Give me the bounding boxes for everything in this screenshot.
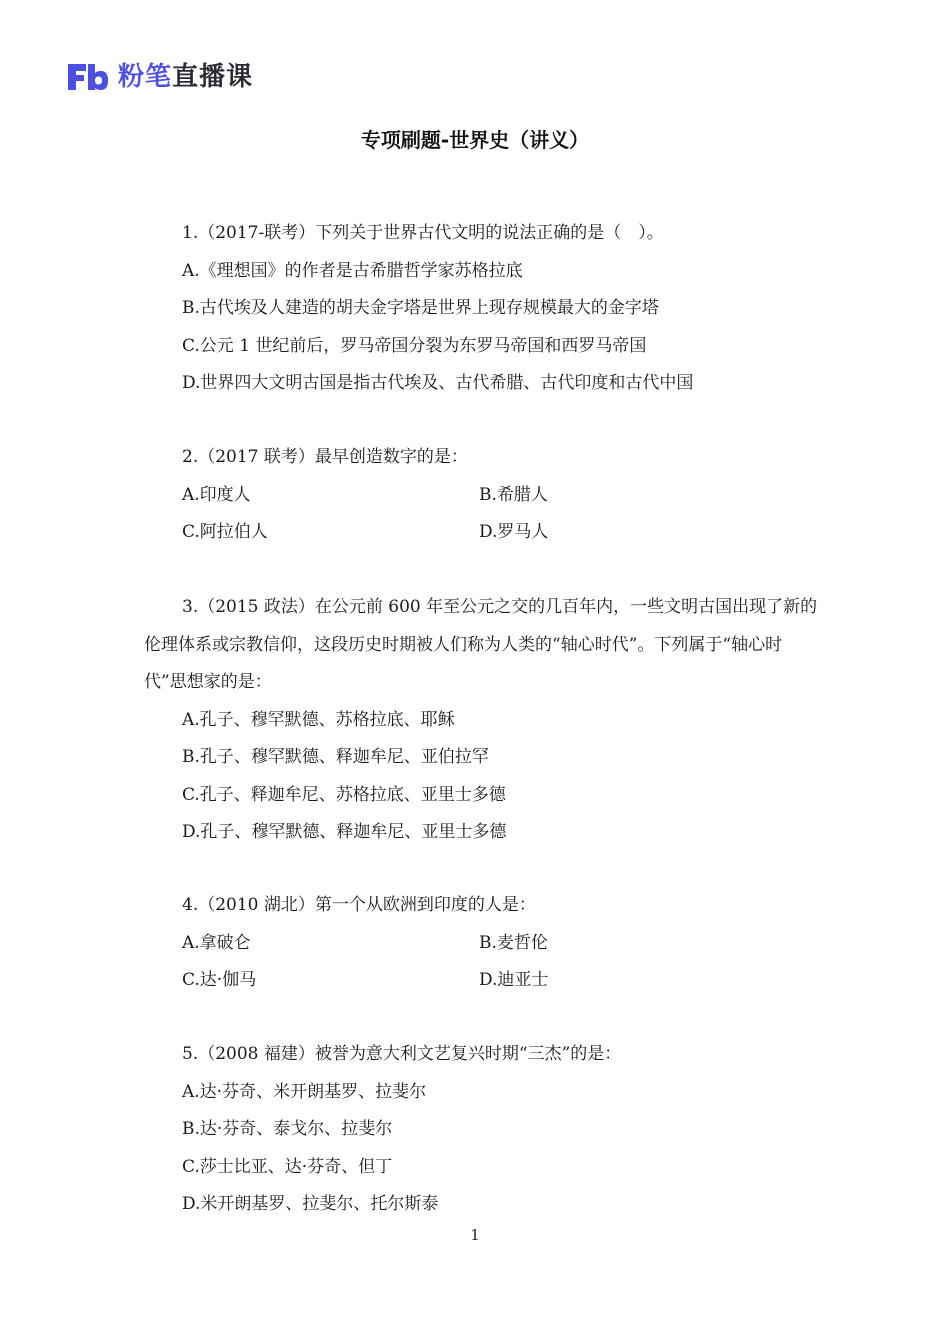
option-b: B.希腊人 [479,484,548,505]
option-b: B.古代埃及人建造的胡夫金字塔是世界上现存规模最大的金字塔 [182,298,659,318]
question-1 [144,215,824,403]
question-4 [144,887,824,1000]
option-b: B.孔子、穆罕默德、释迦牟尼、亚伯拉罕 [182,747,489,767]
logo-text [118,60,253,94]
logo-rest-text: 直播课 [172,62,254,92]
option-a: A.《理想国》的作者是古希腊哲学家苏格拉底 [182,260,523,281]
option-a: A.达·芬奇、米开朗基罗、拉斐尔 [182,1081,427,1102]
question-stem: 2.（2017 联考）最早创造数字的是： [182,447,468,467]
option-d: D.罗马人 [479,522,549,542]
page-number: 1 [470,1226,480,1244]
question-stem: 1.（2017-联考）下列关于世界古代文明的说法正确的是（ ）。 [182,223,664,243]
option-c: C.公元 1 世纪前后，罗马帝国分裂为东罗马帝国和西罗马帝国 [182,335,647,356]
option-a: A.孔子、穆罕默德、苏格拉底、耶稣 [182,709,455,730]
option-b: B.麦哲伦 [479,932,548,953]
question-2 [144,439,824,552]
option-d: D.迪亚士 [479,970,549,990]
option-c: C.阿拉伯人 [182,522,268,542]
logo-brand-text: 粉笔 [118,62,173,92]
option-d: D.孔子、穆罕默德、释迦牟尼、亚里士多德 [182,822,507,842]
option-b: B.达·芬奇、泰戈尔、拉斐尔 [182,1119,393,1139]
option-a: A.拿破仑 [182,932,251,953]
option-d: D.米开朗基罗、拉斐尔、托尔斯泰 [182,1194,439,1214]
option-row [144,477,824,515]
option-d: D.世界四大文明古国是指古代埃及、古代希腊、古代印度和古代中国 [182,373,694,393]
question-5 [144,1036,824,1224]
option-row [144,962,824,1000]
page-title: 专项刷题-世界史（讲义） [360,128,590,152]
option-c: C.莎士比亚、达·芬奇、但丁 [182,1156,393,1177]
question-stem: 4.（2010 湖北）第一个从欧洲到印度的人是： [182,895,536,915]
option-c: C.孔子、释迦牟尼、苏格拉底、亚里士多德 [182,784,506,805]
question-stem: 5.（2008 福建）被誉为意大利文艺复兴时期“三杰”的是： [182,1044,622,1064]
option-a: A.印度人 [182,484,251,505]
option-c: C.达·伽马 [182,970,257,990]
option-row [144,925,824,963]
question-3 [144,589,824,852]
brand-logo [66,60,253,94]
question-stem: 3.（2015 政法）在公元前 600 年至公元之交的几百年内，一些文明古国出现了新的伦理体系或宗教信仰，这段历史时期被人们称为人类的“轴心时代”。下列属于“轴心时代”思想家的是： [144,597,818,692]
fb-logo-icon [66,60,110,94]
option-row [144,514,824,552]
